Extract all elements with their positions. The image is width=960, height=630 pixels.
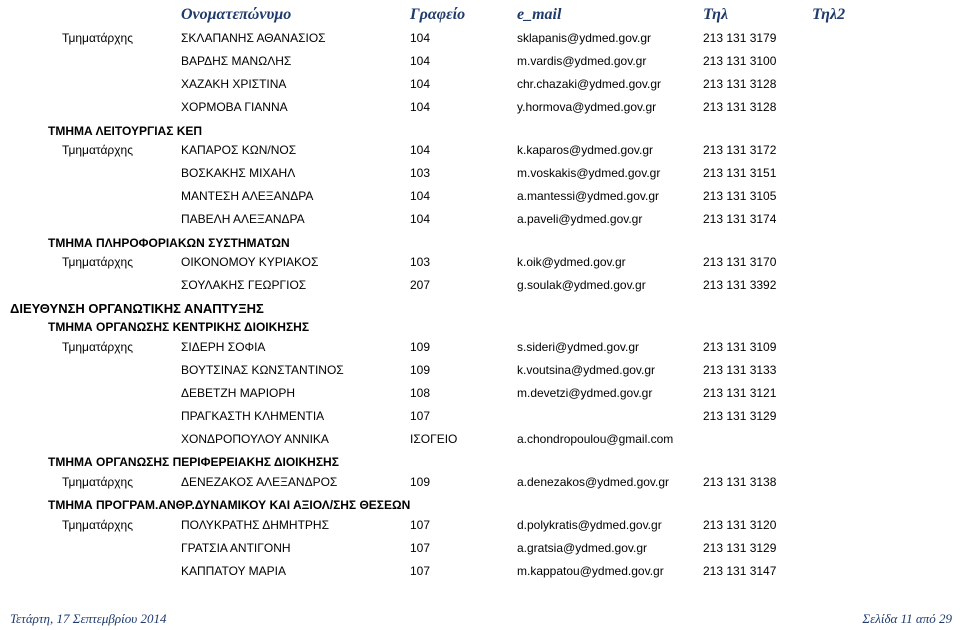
email-link[interactable]: m.vardis@ydmed.gov.gr xyxy=(517,54,647,68)
staff-row xyxy=(0,189,960,205)
role-cell: Τμηματάρχης xyxy=(62,143,133,157)
footer-date: Τετάρτη, 17 Σεπτεμβρίου 2014 xyxy=(10,611,167,626)
office-cell: 107 xyxy=(410,518,431,532)
name-cell: ΠΟΛΥΚΡΑΤΗΣ ΔΗΜΗΤΡΗΣ xyxy=(181,518,329,532)
role-cell: Τμηματάρχης xyxy=(62,255,133,269)
phone-cell: 213 131 3151 xyxy=(703,166,777,180)
name-cell: ΒΟΣΚΑΚΗΣ ΜΙΧΑΗΛ xyxy=(181,166,296,180)
office-cell: 103 xyxy=(410,255,431,269)
office-cell: ΙΣΟΓΕΙΟ xyxy=(410,432,458,446)
email-link[interactable]: chr.chazaki@ydmed.gov.gr xyxy=(517,77,662,91)
department-heading: ΤΜΗΜΑ ΠΛΗΡΟΦΟΡΙΑΚΩΝ ΣΥΣΤΗΜΑΤΩΝ xyxy=(48,236,290,250)
staff-row xyxy=(0,541,960,557)
staff-row xyxy=(0,77,960,93)
staff-row xyxy=(0,166,960,182)
office-cell: 107 xyxy=(410,564,431,578)
role-cell: Τμηματάρχης xyxy=(62,31,133,45)
staff-row xyxy=(0,278,960,294)
staff-row xyxy=(0,100,960,116)
staff-row xyxy=(0,564,960,580)
office-cell: 104 xyxy=(410,100,431,114)
phone-cell: 213 131 3174 xyxy=(703,212,777,226)
staff-row xyxy=(0,409,960,425)
staff-row xyxy=(0,255,960,271)
staff-row xyxy=(0,363,960,379)
name-cell: ΠΡΑΓΚΑΣΤΗ ΚΛΗΜΕΝΤΙΑ xyxy=(181,409,325,423)
department-heading: ΤΜΗΜΑ ΟΡΓΑΝΩΣΗΣ ΚΕΝΤΡΙΚΗΣ ΔΙΟΙΚΗΣΗΣ xyxy=(48,320,310,334)
office-cell: 107 xyxy=(410,541,431,555)
email-link[interactable]: d.polykratis@ydmed.gov.gr xyxy=(517,518,662,532)
staff-row xyxy=(0,340,960,356)
email-link[interactable]: a.chondropoulou@gmail.com xyxy=(517,432,674,446)
footer-page-number: Σελίδα 11 από 29 xyxy=(862,611,952,626)
role-cell: Τμηματάρχης xyxy=(62,475,133,489)
office-cell: 104 xyxy=(410,189,431,203)
email-link[interactable]: m.devetzi@ydmed.gov.gr xyxy=(517,386,653,400)
header-email: e_mail xyxy=(517,6,562,23)
staff-row xyxy=(0,31,960,47)
phone-cell: 213 131 3179 xyxy=(703,31,777,45)
email-link[interactable]: k.voutsina@ydmed.gov.gr xyxy=(517,363,656,377)
name-cell: ΔΕΒΕΤΖΗ ΜΑΡΙΟΡΗ xyxy=(181,386,296,400)
phone-cell: 213 131 3100 xyxy=(703,54,777,68)
office-cell: 104 xyxy=(410,143,431,157)
name-cell: ΣΚΛΑΠΑΝΗΣ ΑΘΑΝΑΣΙΟΣ xyxy=(181,31,326,45)
header-tel: Τηλ xyxy=(703,6,729,23)
phone-cell: 213 131 3129 xyxy=(703,541,777,555)
staff-row xyxy=(0,475,960,491)
header-name: Ονοματεπώνυμο xyxy=(181,6,292,23)
role-cell: Τμηματάρχης xyxy=(62,518,133,532)
phone-cell: 213 131 3121 xyxy=(703,386,777,400)
name-cell: ΓΡΑΤΣΙΑ ΑΝΤΙΓΟΝΗ xyxy=(181,541,291,555)
directorate-heading: ΔΙΕΥΘΥΝΣΗ ΟΡΓΑΝΩΤΙΚΗΣ ΑΝΑΠΤΥΞΗΣ xyxy=(10,301,264,316)
office-cell: 109 xyxy=(410,340,431,354)
header-office: Γραφείο xyxy=(410,6,466,23)
email-link[interactable]: g.soulak@ydmed.gov.gr xyxy=(517,278,646,292)
name-cell: ΚΑΠΠΑΤΟΥ ΜΑΡΙΑ xyxy=(181,564,286,578)
staff-row xyxy=(0,54,960,70)
email-link[interactable]: m.voskakis@ydmed.gov.gr xyxy=(517,166,661,180)
name-cell: ΧΑΖΑΚΗ ΧΡΙΣΤΙΝΑ xyxy=(181,77,287,91)
phone-cell: 213 131 3129 xyxy=(703,409,777,423)
email-link[interactable]: k.kaparos@ydmed.gov.gr xyxy=(517,143,654,157)
header-tel2: Τηλ2 xyxy=(812,6,846,23)
name-cell: ΣΙΔΕΡΗ ΣΟΦΙΑ xyxy=(181,340,266,354)
office-cell: 109 xyxy=(410,475,431,489)
name-cell: ΧΟΝΔΡΟΠΟΥΛΟΥ ΑΝΝΙΚΑ xyxy=(181,432,329,446)
name-cell: ΚΑΠΑΡΟΣ ΚΩΝ/ΝΟΣ xyxy=(181,143,297,157)
office-cell: 104 xyxy=(410,31,431,45)
office-cell: 104 xyxy=(410,54,431,68)
staff-row xyxy=(0,143,960,159)
email-link[interactable]: a.gratsia@ydmed.gov.gr xyxy=(517,541,648,555)
office-cell: 109 xyxy=(410,363,431,377)
name-cell: ΟΙΚΟΝΟΜΟΥ ΚΥΡΙΑΚΟΣ xyxy=(181,255,319,269)
name-cell: ΒΟΥΤΣΙΝΑΣ ΚΩΝΣΤΑΝΤΙΝΟΣ xyxy=(181,363,344,377)
phone-cell: 213 131 3138 xyxy=(703,475,777,489)
phone-cell: 213 131 3105 xyxy=(703,189,777,203)
email-link[interactable]: s.sideri@ydmed.gov.gr xyxy=(517,340,640,354)
phone-cell: 213 131 3128 xyxy=(703,77,777,91)
email-link[interactable]: sklapanis@ydmed.gov.gr xyxy=(517,31,652,45)
department-heading: ΤΜΗΜΑ ΠΡΟΓΡΑΜ.ΑΝΘΡ.ΔΥΝΑΜΙΚΟΥ ΚΑΙ ΑΞΙΟΛ/ΣΗΣ ΘΕΣΕΩΝ xyxy=(48,498,411,512)
email-link[interactable]: k.oik@ydmed.gov.gr xyxy=(517,255,626,269)
office-cell: 104 xyxy=(410,77,431,91)
name-cell: ΣΟΥΛΑΚΗΣ ΓΕΩΡΓΙΟΣ xyxy=(181,278,307,292)
office-cell: 103 xyxy=(410,166,431,180)
office-cell: 104 xyxy=(410,212,431,226)
staff-row xyxy=(0,386,960,402)
role-cell: Τμηματάρχης xyxy=(62,340,133,354)
phone-cell: 213 131 3128 xyxy=(703,100,777,114)
email-link[interactable]: y.hormova@ydmed.gov.gr xyxy=(517,100,657,114)
phone-cell: 213 131 3392 xyxy=(703,278,777,292)
office-cell: 207 xyxy=(410,278,431,292)
email-link[interactable]: a.paveli@ydmed.gov.gr xyxy=(517,212,643,226)
staff-row xyxy=(0,432,960,448)
phone-cell: 213 131 3109 xyxy=(703,340,777,354)
name-cell: ΧΟΡΜΟΒΑ ΓΙΑΝΝΑ xyxy=(181,100,288,114)
phone-cell: 213 131 3170 xyxy=(703,255,777,269)
phone-cell: 213 131 3133 xyxy=(703,363,777,377)
department-heading: ΤΜΗΜΑ ΛΕΙΤΟΥΡΓΙΑΣ ΚΕΠ xyxy=(48,124,203,138)
office-cell: 107 xyxy=(410,409,431,423)
staff-row xyxy=(0,518,960,534)
email-link[interactable]: a.denezakos@ydmed.gov.gr xyxy=(517,475,670,489)
office-cell: 108 xyxy=(410,386,431,400)
department-heading: ΤΜΗΜΑ ΟΡΓΑΝΩΣΗΣ ΠΕΡΙΦΕΡΕΙΑΚΗΣ ΔΙΟΙΚΗΣΗΣ xyxy=(48,455,339,469)
phone-cell: 213 131 3120 xyxy=(703,518,777,532)
email-link[interactable]: m.kappatou@ydmed.gov.gr xyxy=(517,564,664,578)
phone-cell: 213 131 3147 xyxy=(703,564,777,578)
name-cell: ΠΑΒΕΛΗ ΑΛΕΞΑΝΔΡΑ xyxy=(181,212,305,226)
email-link[interactable]: a.mantessi@ydmed.gov.gr xyxy=(517,189,660,203)
name-cell: ΜΑΝΤΕΣΗ ΑΛΕΞΑΝΔΡΑ xyxy=(181,189,314,203)
name-cell: ΔΕΝΕΖΑΚΟΣ ΑΛΕΞΑΝΔΡΟΣ xyxy=(181,475,338,489)
phone-cell: 213 131 3172 xyxy=(703,143,777,157)
name-cell: ΒΑΡΔΗΣ ΜΑΝΩΛΗΣ xyxy=(181,54,292,68)
staff-row xyxy=(0,212,960,228)
